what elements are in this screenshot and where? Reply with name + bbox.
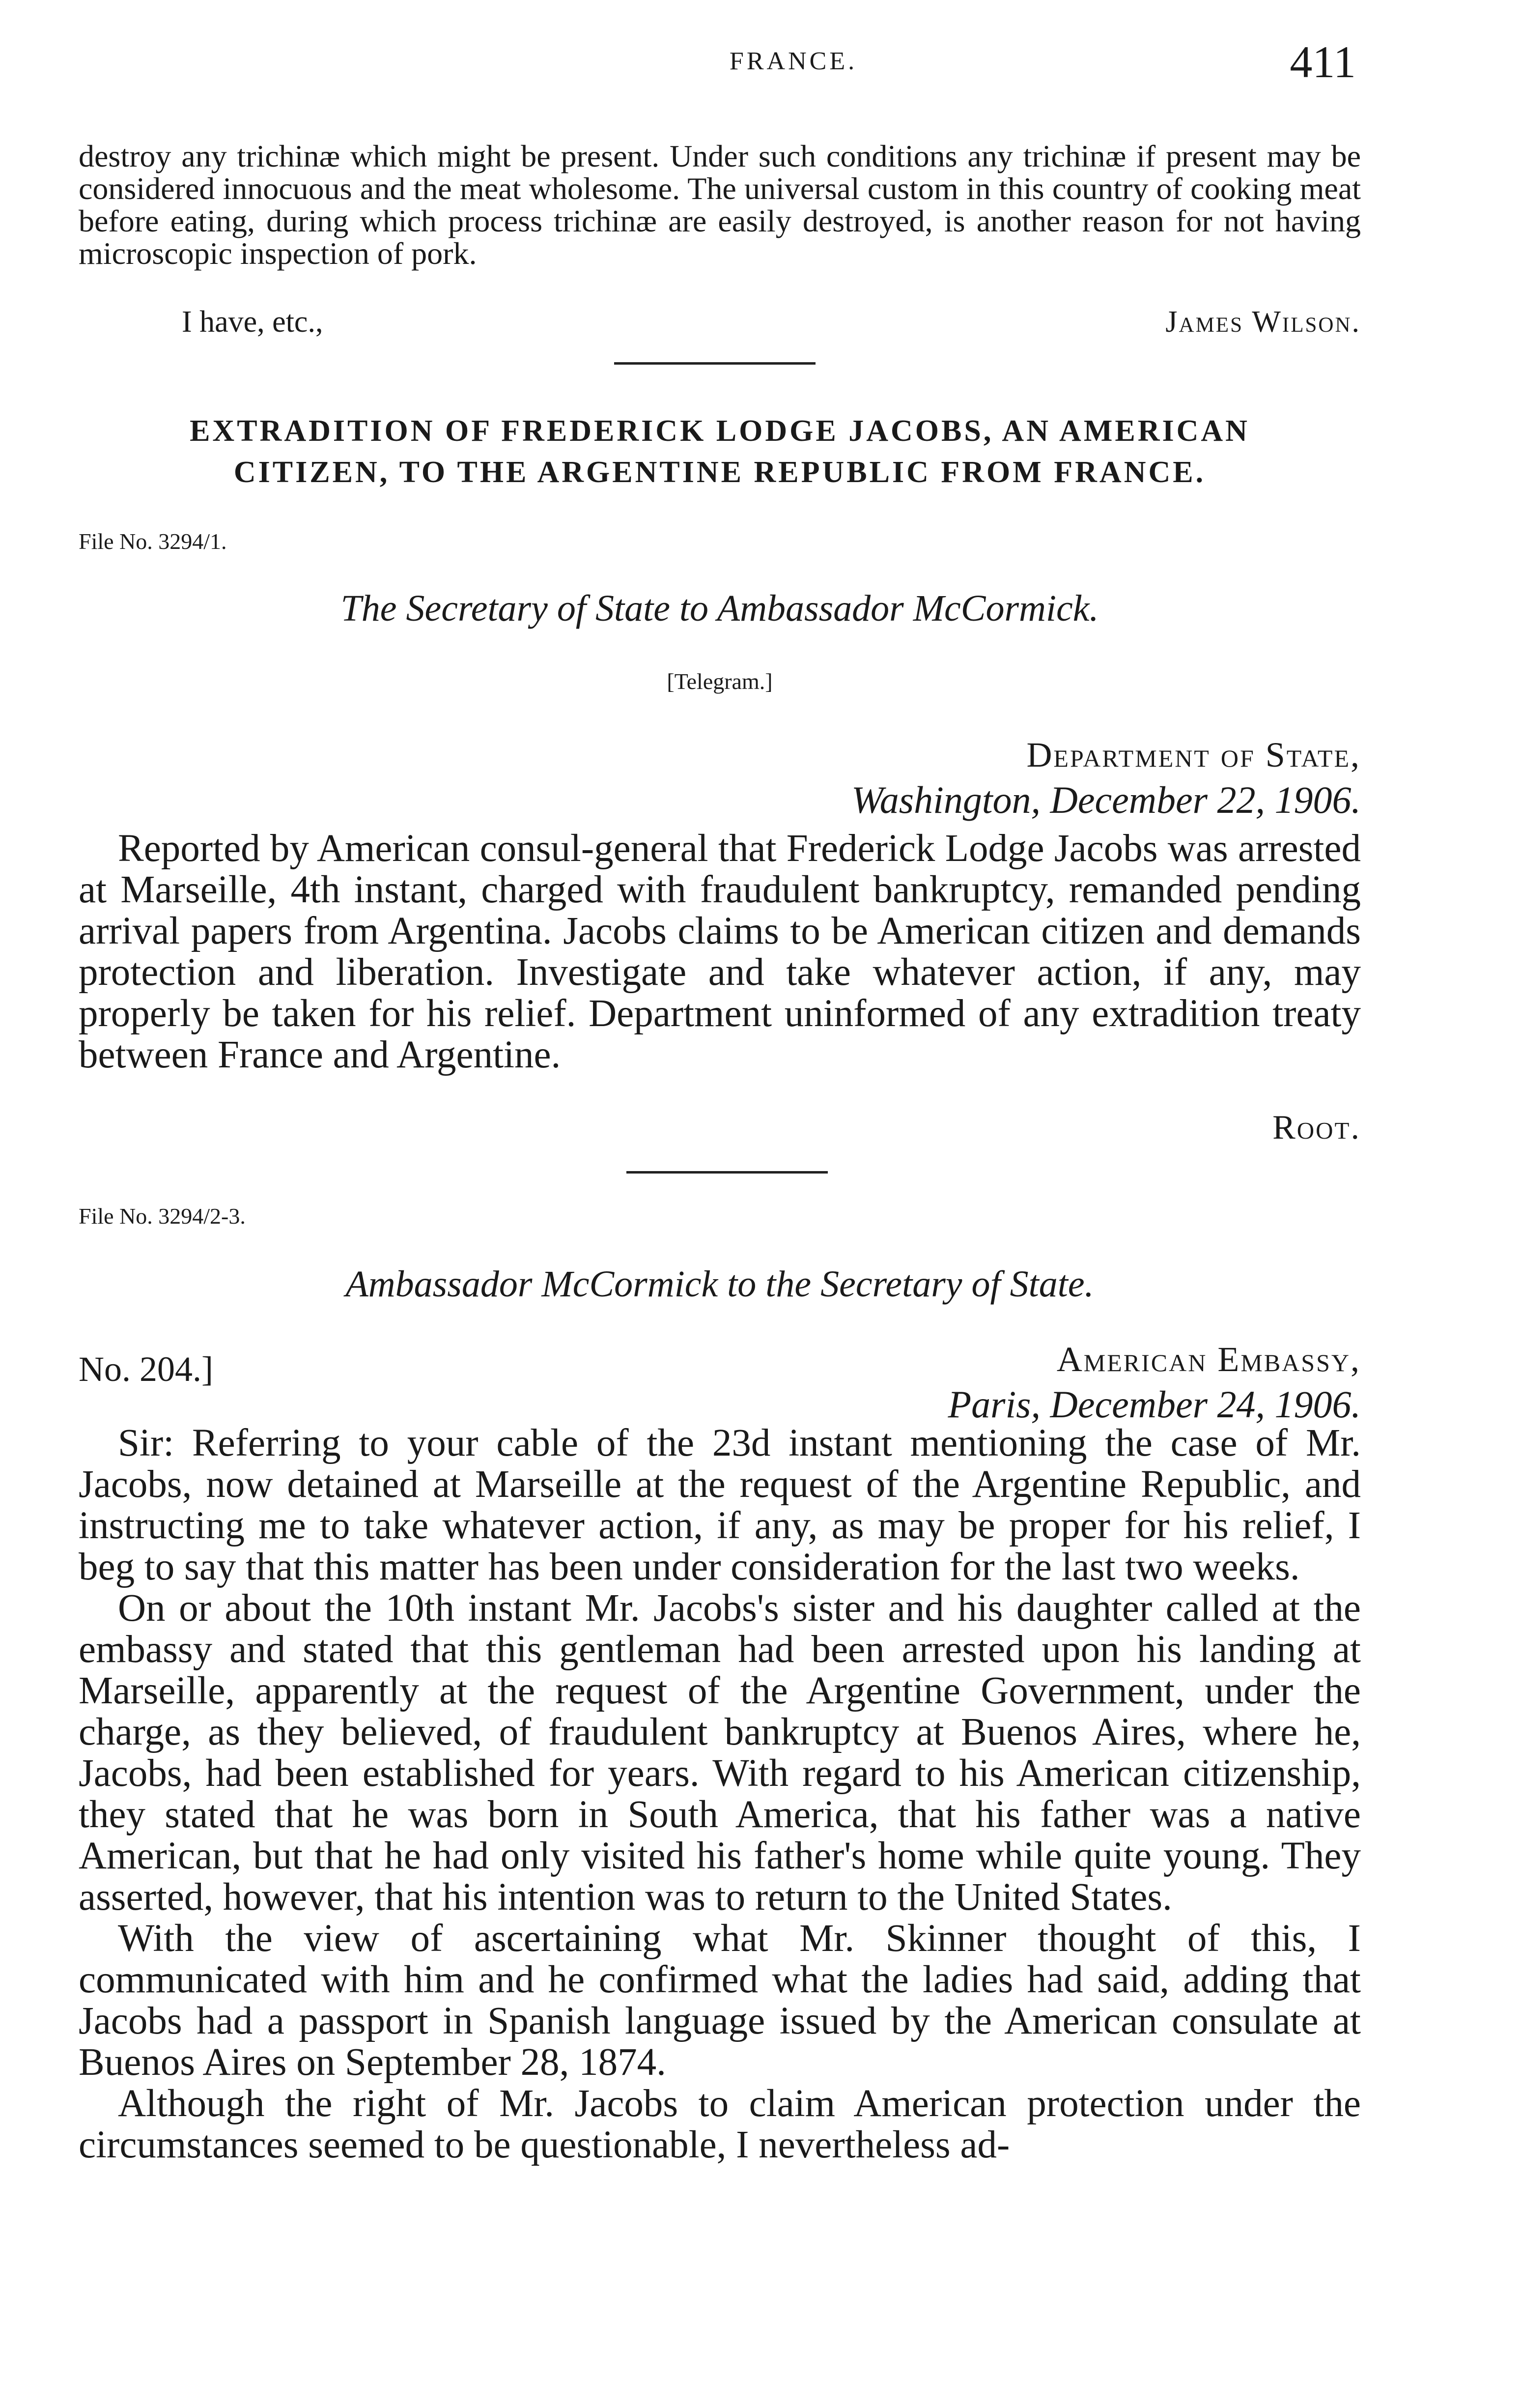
- opening-text: destroy any trichinæ which might be present. Under such conditions any trichinæ if present may be considered innocuous and the meat wholesome. The universal custom in this country of cooking meat before eating, during which process trichinæ are easily destroyed, is another reason for not having microscopic inspection of pork.: [79, 139, 1361, 271]
- closing-formula: I have, etc.,: [182, 305, 323, 339]
- letter-paragraph-1: Sir: Referring to your cable of the 23d instant mentioning the case of Mr. Jacobs, now detained at Marseille at the request of the Argentine Republic, and instructing me to take whatever action, if any, as may be proper for his relief, I beg to say that this matter has been under consideration for the last two weeks.: [79, 1422, 1361, 1588]
- file-number-2: File No. 3294/2-3.: [79, 1204, 246, 1229]
- section-heading-line-2: CITIZEN, TO THE ARGENTINE REPUBLIC FROM FRANCE.: [233, 456, 1206, 489]
- letter-paragraph-4: Although the right of Mr. Jacobs to claim American protection under the circumstances seemed to be questionable, I nevertheless ad-: [79, 2082, 1361, 2166]
- file-number-1: File No. 3294/1.: [79, 529, 227, 554]
- document-divider: [626, 1171, 828, 1174]
- letter-body: [79, 1423, 1361, 2166]
- section-heading: [79, 410, 1361, 493]
- place-date-1: Washington, December 22, 1906.: [851, 778, 1361, 821]
- telegram-tag: [Telegram.]: [667, 669, 773, 694]
- document-title-2: Ambassador McCormick to the Secretary of State.: [345, 1263, 1094, 1305]
- sender-1: Department of State,: [1026, 735, 1361, 774]
- section-divider: [614, 362, 816, 365]
- sender-2: American Embassy,: [1056, 1340, 1361, 1379]
- opening-paragraph: [79, 140, 1361, 270]
- letter-paragraph-2: On or about the 10th instant Mr. Jacobs's sister and his daughter called at the embassy and stated that this gentleman had been arrested upon his landing at Marseille, apparently at the request of the Argentine Government, under the charge, as they believed, of fraudulent bankruptcy at Buenos Aires, where he, Jacobs, had been established for years. With regard to his American citizenship, they stated that he was born in South America, that his father was a native American, but that he had only visited his father's home while quite young. They asserted, however, that his intention was to return to the United States.: [79, 1587, 1361, 1919]
- section-heading-line-1: EXTRADITION OF FREDERICK LODGE JACOBS, AN AMERICAN: [190, 414, 1250, 448]
- page-number: 411: [1290, 37, 1356, 87]
- document-title-1: The Secretary of State to Ambassador McCormick.: [340, 588, 1099, 629]
- dateline-2: [948, 1337, 1361, 1427]
- dispatch-number: No. 204.]: [79, 1349, 213, 1389]
- signature-wilson: James Wilson.: [1165, 305, 1361, 339]
- page-header: [79, 37, 1356, 101]
- running-head: FRANCE.: [729, 47, 858, 75]
- signature-root: Root.: [1272, 1109, 1361, 1147]
- telegram-text: Reported by American consul-general that Frederick Lodge Jacobs was arrested at Marseille, 4th instant, charged with fraudulent bankruptcy, remanded pending arrival papers from Argentina. Jacobs claims to be American citizen and demands protection and liberation. Investigate and take whatever action, if any, may properly be taken for his relief. Department uninformed of any extradition treaty between France and Argentine.: [79, 827, 1361, 1076]
- dateline-1: [851, 732, 1361, 823]
- opening-signoff: [79, 305, 1361, 344]
- place-date-2: Paris, December 24, 1906.: [948, 1383, 1361, 1426]
- telegram-body: [79, 828, 1361, 1076]
- letter-paragraph-3: With the view of ascertaining what Mr. Skinner thought of this, I communicated with him and he confirmed what the ladies had said, adding that Jacobs had a passport in Spanish language issued by the American consulate at Buenos Aires on September 28, 1874.: [79, 1917, 1361, 2084]
